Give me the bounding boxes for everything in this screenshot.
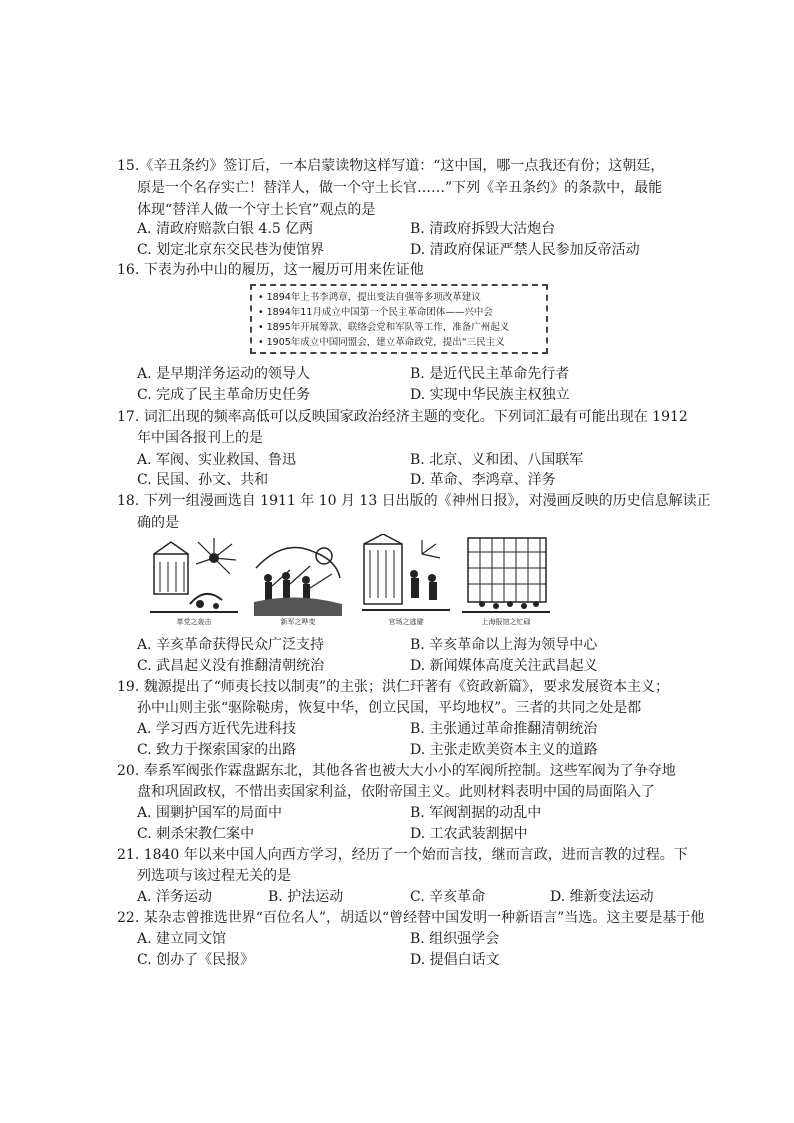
q17-option-d: D. 革命、李鸿章、洋务	[410, 472, 556, 488]
q21-stem-line1: 21. 1840 年以来中国人向西方学习，经历了一个始而言技，继而言政，进而言教的过程。下	[117, 847, 688, 863]
newspaper-cartoons	[150, 534, 550, 630]
q20-stem-line2: 盘和巩固政权，不惜出卖国家利益，依附帝国主义。此则材料表明中国的局面陷入了	[137, 784, 655, 800]
q21-option-a: A. 洋务运动	[137, 889, 213, 905]
cartoon-mutiny-image	[254, 534, 342, 616]
resume-item: • 1894年上书李鸿章，提出变法自强等多项改革建议	[258, 292, 481, 303]
q18-stem-line1: 18. 下列一组漫画选自 1911 年 10 月 13 日出版的《神州日报》，对漫画反映的历史信息解读正	[117, 493, 711, 509]
q20-stem-line1: 20. 奉系军阀张作霖盘踞东北，其他各省也被大大小小的军阀所控制。这些军阀为了争夺地	[117, 763, 676, 779]
q15-option-d: D. 清政府保证严禁人民参加反帝活动	[410, 242, 640, 258]
q18-option-d: D. 新闻媒体高度关注武昌起义	[410, 658, 598, 674]
cartoon-newspaper-office-image	[462, 534, 550, 616]
cartoon-3	[362, 534, 450, 630]
q16-option-c: C. 完成了民主革命历史任务	[137, 387, 311, 403]
q17-option-a: A. 军阀、实业救国、鲁迅	[137, 452, 297, 468]
q17-option-c: C. 民国、孙文、共和	[137, 472, 269, 488]
cartoon-escape-image	[362, 534, 450, 616]
q16-option-a: A. 是早期洋务运动的领导人	[137, 366, 311, 382]
q18-option-a: A. 辛亥革命获得民众广泛支持	[137, 637, 325, 653]
q19-option-b: B. 主张通过革命推翻清朝统治	[410, 721, 598, 737]
q22-option-d: D. 提倡白话文	[410, 952, 500, 968]
q17-option-b: B. 北京、义和团、八国联军	[410, 452, 584, 468]
q16-option-b: B. 是近代民主革命先行者	[410, 366, 570, 382]
q17-stem-line1: 17. 词汇出现的频率高低可以反映国家政治经济主题的变化。下列词汇最有可能出现在 1912	[117, 409, 688, 425]
q18-stem-line2: 确的是	[137, 515, 179, 531]
cartoon-caption: 官场之逃避	[388, 618, 424, 626]
q20-option-d: D. 工农武装割据中	[410, 826, 528, 842]
q21-option-c: C. 辛亥革命	[410, 889, 486, 905]
cartoon-caption: 革党之轰击	[176, 618, 212, 626]
q19-stem-line1: 19. 魏源提出了“师夷长技以制夷”的主张；洪仁玕著有《资政新篇》，要求发展资本主义；	[117, 679, 670, 695]
cartoon-1	[150, 534, 238, 630]
cartoon-2	[254, 534, 342, 630]
resume-item: • 1905年成立中国同盟会，建立革命政党，提出“三民主义	[258, 337, 505, 348]
cartoon-caption: 上海报馆之忙碌	[481, 618, 531, 626]
q20-option-a: A. 围剿护国军的局面中	[137, 805, 283, 821]
q20-option-b: B. 军阀割据的动乱中	[410, 805, 542, 821]
q15-option-a: A. 清政府赔款白银 4.5 亿两	[137, 221, 314, 237]
q15-option-b: B. 清政府拆毁大沽炮台	[410, 221, 556, 237]
resume-item: • 1895年开展筹款、联络会党和军队等工作，准备广州起义	[258, 322, 510, 333]
q22-option-a: A. 建立同文馆	[137, 931, 227, 947]
q16-stem-line1: 16. 下表为孙中山的履历，这一履历可用来佐证他	[117, 262, 424, 278]
q22-stem-line1: 22. 某杂志曾推选世界“百位名人”，胡适以“曾经替中国发明一种新语言”当选。这主要是基于他	[117, 910, 705, 926]
q19-option-a: A. 学习西方近代先进科技	[137, 721, 297, 737]
q22-option-c: C. 创办了《民报》	[137, 952, 255, 968]
q17-stem-line2: 年中国各报刊上的是	[137, 430, 263, 446]
q15-stem-line2: 原是一个名存实亡！替洋人，做一个守土长官……”下列《辛丑条约》的条款中，最能	[137, 180, 663, 196]
q15-option-c: C. 划定北京东交民巷为使馆界	[137, 242, 325, 258]
q18-option-b: B. 辛亥革命以上海为领导中心	[410, 637, 598, 653]
q21-option-b: B. 护法运动	[268, 889, 344, 905]
q16-option-d: D. 实现中华民族主权独立	[410, 387, 570, 403]
q21-option-d: D. 维新变法运动	[550, 889, 654, 905]
q20-option-c: C. 刺杀宋教仁案中	[137, 826, 255, 842]
q22-option-b: B. 组织强学会	[410, 931, 500, 947]
q19-stem-line2: 孙中山则主张“驱除鞑虏，恢复中华，创立民国，平均地权”。三者的共同之处是都	[137, 700, 642, 716]
cartoon-bombardment-image	[150, 534, 238, 616]
q19-option-d: D. 主张走欧美资本主义的道路	[410, 742, 598, 758]
sun-yatsen-resume-table	[250, 284, 548, 354]
resume-item: • 1894年11月成立中国第一个民主革命团体——兴中会	[258, 307, 493, 318]
q15-stem-line1: 15.《辛丑条约》签订后，一本启蒙读物这样写道：“这中国，哪一点我还有份；这朝廷，	[117, 158, 665, 174]
q21-stem-line2: 列选项与该过程无关的是	[137, 868, 291, 884]
cartoon-4	[462, 534, 550, 630]
q18-option-c: C. 武昌起义没有推翻清朝统治	[137, 658, 325, 674]
q15-stem-line3: 体现“替洋人做一个守土长官”观点的是	[137, 202, 376, 218]
cartoon-caption: 新军之哗变	[280, 618, 316, 626]
q19-option-c: C. 致力于探索国家的出路	[137, 742, 297, 758]
